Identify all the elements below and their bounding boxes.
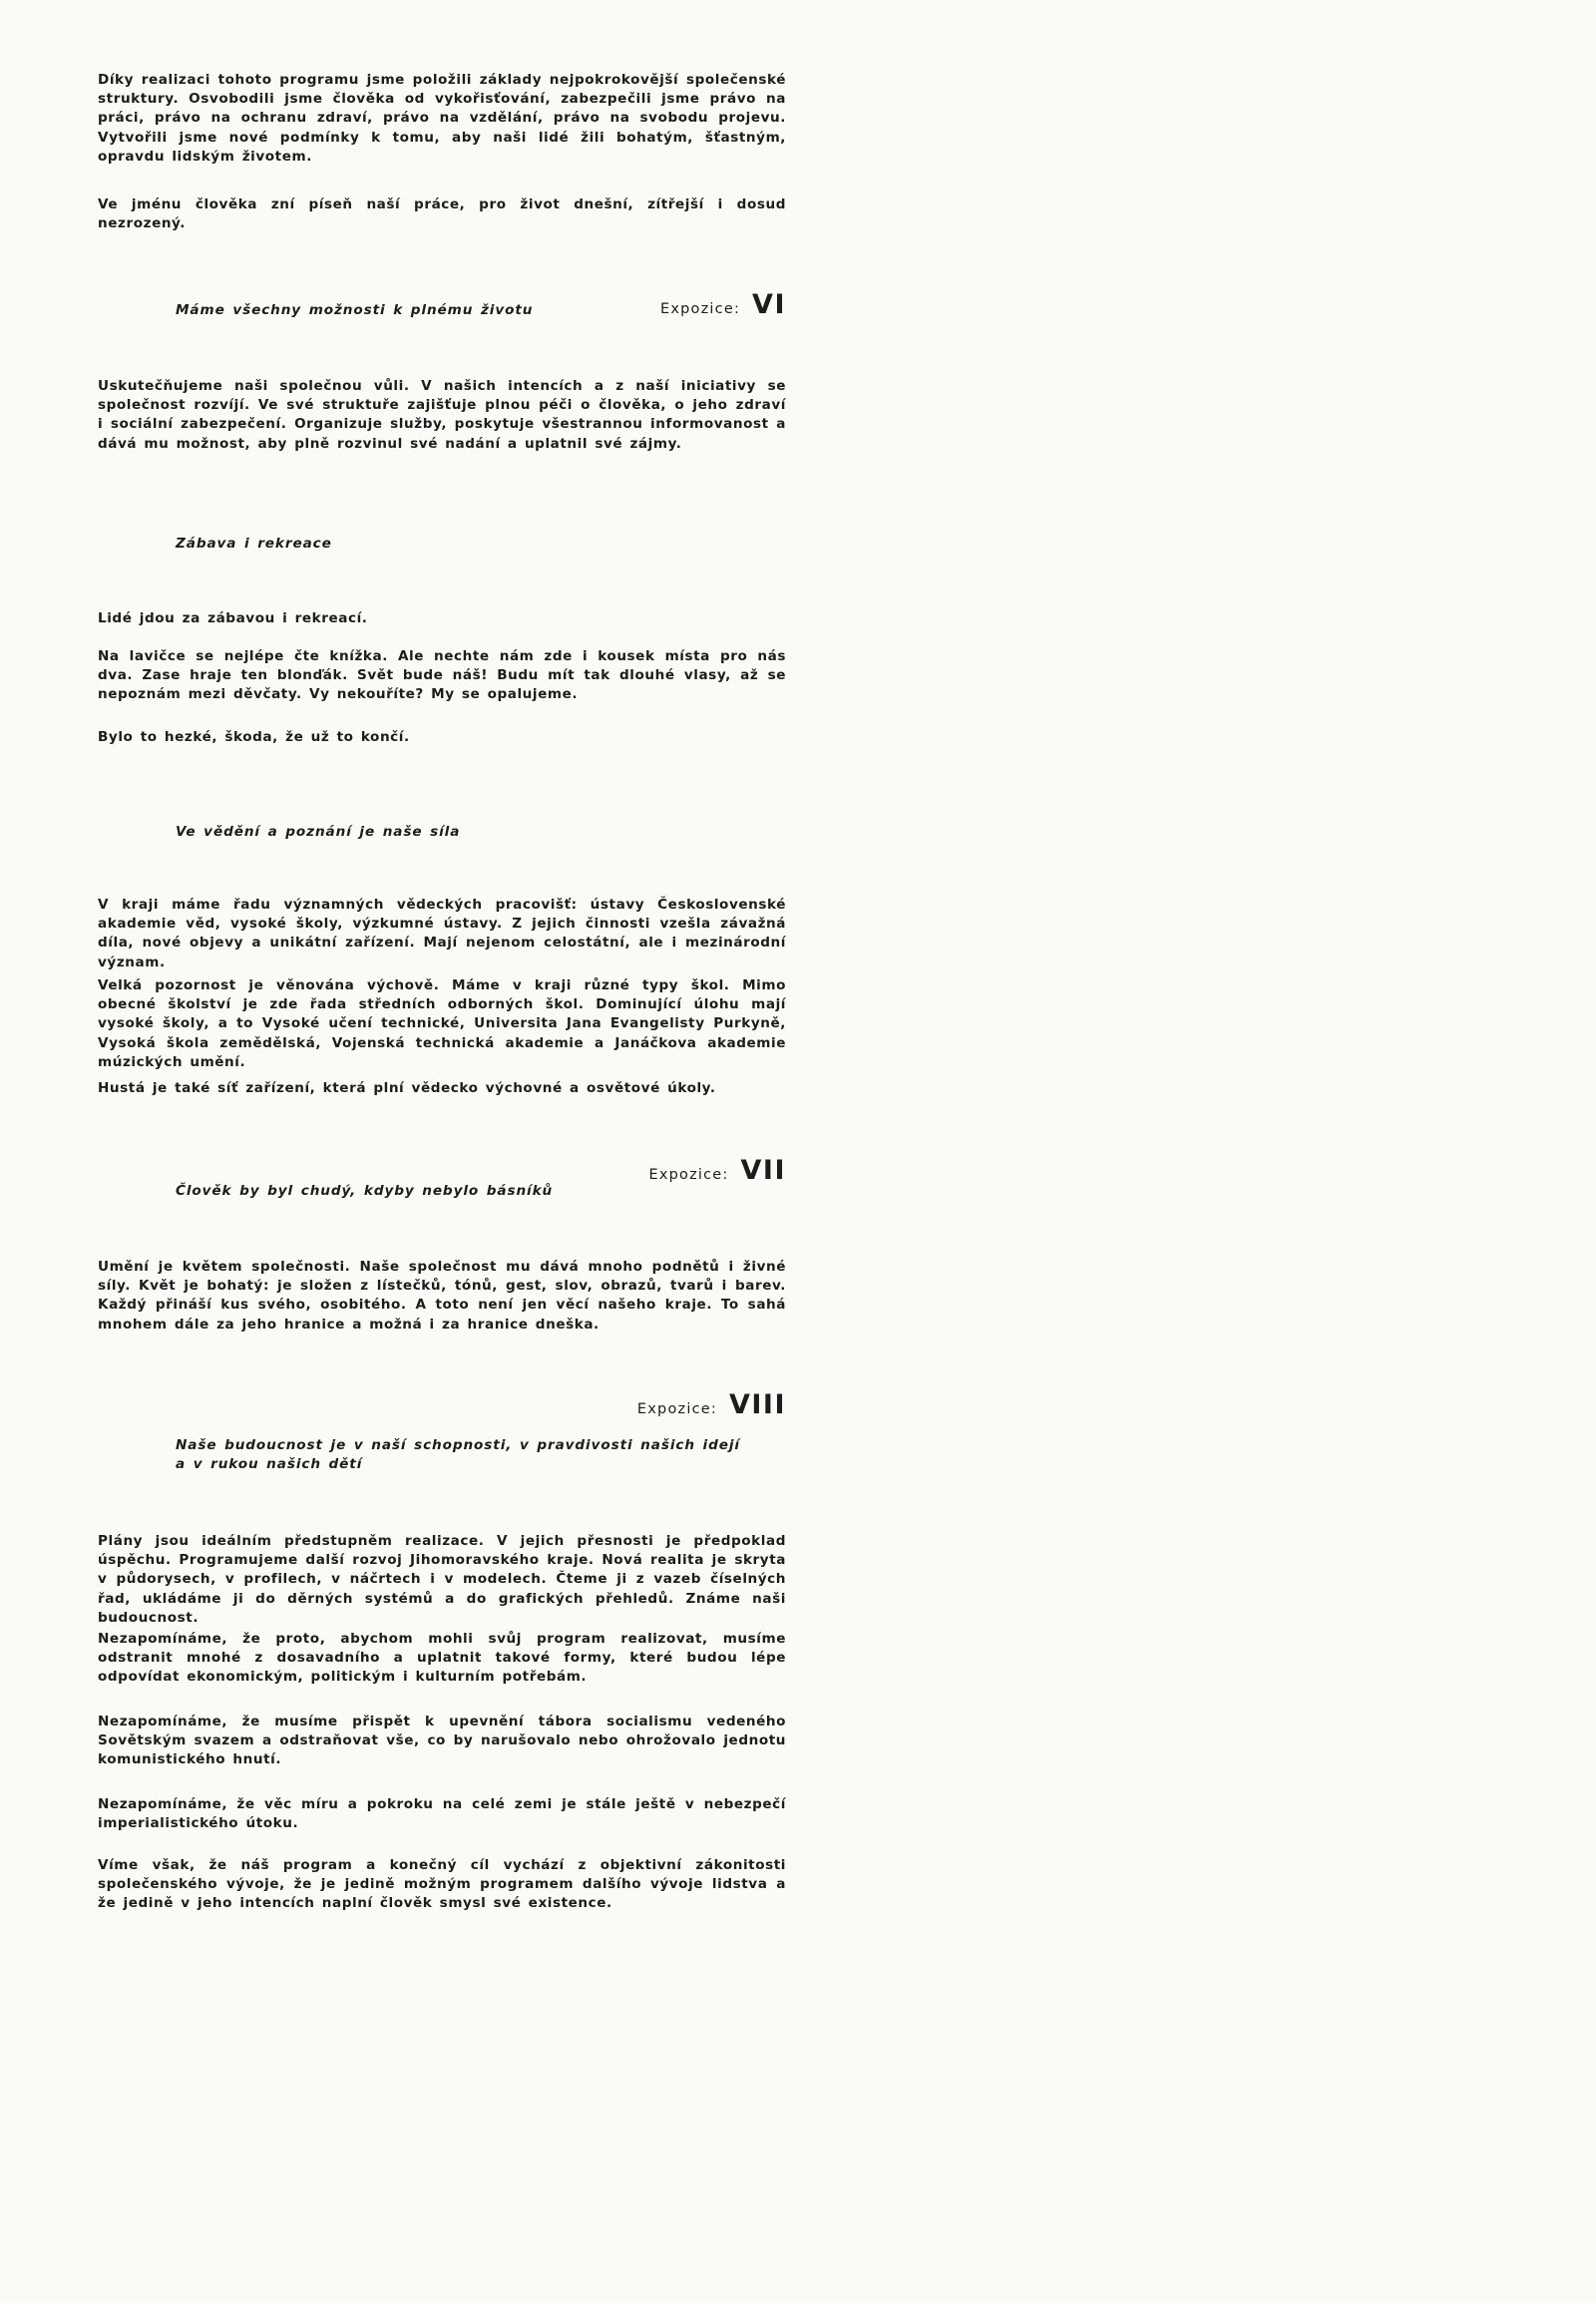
- section-heading-full-life: Máme všechny možnosti k plnému životu: [176, 302, 534, 318]
- section-heading-future: Naše budoucnost je v naší schopnosti, v pravdivosti našich idejí a v rukou našich dětí: [176, 1437, 740, 1473]
- exposure-label-vi: [660, 289, 786, 320]
- section-heading-entertainment: Zábava i rekreace: [176, 536, 332, 552]
- exposure-number: VII: [740, 1155, 786, 1186]
- paragraph-bench: Na lavičce se nejlépe čte knížka. Ale nechte nám zde i kousek místa pro nás dva. Zase hraje ten blonďák. Svět bude náš! Budu mít tak dlouhé vlasy, až se nepoznám mezi děvčaty. Vy nekouříte? My se opalujeme.: [98, 648, 786, 703]
- exposure-caption: Expozice:: [660, 301, 741, 317]
- paragraph-conclusion: Víme však, že náš program a konečný cíl vychází z objektivní zákonitosti společenského vývoje, že je jedině možným programem dalšího vývoje lidstva a že jedině v jeho intencích naplní člověk smysl své existence.: [98, 1857, 786, 1912]
- paragraph-institutions: Hustá je také síť zařízení, která plní vědecko výchovné a osvětové úkoly.: [98, 1080, 716, 1096]
- section-heading-knowledge: Ve vědění a poznání je naše síla: [176, 824, 461, 840]
- paragraph-art: Umění je květem společnosti. Naše společnost mu dává mnoho podnětů i živné síly. Květ je bohatý: je složen z lístečků, tónů, gest, slov, obrazů, tvarů i barev. Každý přináší kus svého, osobitého. A toto není jen věcí našeho kraje. To sahá mnohem dále za jeho hranice a možná i za hranice dneška.: [98, 1259, 786, 1333]
- exposure-number: VIII: [728, 1389, 786, 1420]
- exposure-label-vii: [648, 1155, 786, 1186]
- paragraph-education: Velká pozornost je věnována výchově. Máme v kraji různé typy škol. Mimo obecné školství je zde řada středních odborných škol. Dominující úlohu mají vysoké školy, a to Vysoké učení technické, Universita Jana Evangelisty Purkyně, Vysoká škola zemědělská, Vojenská technická akademie a Janáčkova akademie múzických umění.: [98, 977, 786, 1070]
- paragraph-recreation: Lidé jdou za zábavou i rekreací.: [98, 610, 368, 626]
- paragraph-not-forget-1: Nezapomínáme, že proto, abychom mohli svůj program realizovat, musíme odstranit mnohé z dosavadního a uplatnit takové formy, které budou lépe odpovídat ekonomickým, politickým i kulturním potřebám.: [98, 1631, 786, 1686]
- paragraph-common-will: Uskutečňujeme naši společnou vůli. V našich intencích a z naší iniciativy se společnost rozvíjí. Ve své struktuře zajišťuje plnou péči o člověka, o jeho zdraví i sociální zabezpečení. Organizuje služby, poskytuje všestrannou informovanost a dává mu možnost, aby plně rozvinul své nadání a uplatnil své zájmy.: [98, 378, 786, 452]
- paragraph-not-forget-2: Nezapomínáme, že musíme přispět k upevnění tábora socialismu vedeného Sovětským svazem a odstraňovat vše, co by narušovalo nebo ohrožovalo jednotu komunistického hnutí.: [98, 1714, 786, 1768]
- paragraph-intro: Díky realizaci tohoto programu jsme položili základy nejpokrokovější společenské struktury. Osvobodili jsme člověka od vykořisťování, zabezpečili jsme právo na práci, právo na ochranu zdraví, právo na vzdělání, právo na svobodu projevu. Vytvořili jsme nové podmínky k tomu, aby naši lidé žili bohatým, šťastným, opravdu lidským životem.: [98, 72, 786, 165]
- paragraph-ending: Bylo to hezké, škoda, že už to končí.: [98, 729, 410, 745]
- exposure-caption: Expozice:: [636, 1401, 717, 1417]
- exposure-number: VI: [752, 289, 786, 320]
- paragraph-song-of-work: Ve jménu člověka zní píseň naší práce, pro život dnešní, zítřejší i dosud nezrozený.: [98, 196, 786, 232]
- exposure-caption: Expozice:: [648, 1167, 729, 1183]
- exposure-label-viii: [637, 1389, 786, 1420]
- section-heading-poets: Člověk by byl chudý, kdyby nebylo básníků: [176, 1183, 554, 1199]
- paragraph-not-forget-3: Nezapomínáme, že věc míru a pokroku na celé zemi je stále ještě v nebezpečí imperialistického útoku.: [98, 1796, 786, 1832]
- paragraph-plans: Plány jsou ideálním předstupněm realizace. V jejich přesnosti je předpoklad úspěchu. Programujeme další rozvoj Jihomoravského kraje. Nová realita je skryta v půdorysech, v profilech, v náčrtech i v modelech. Čteme ji z vazeb číselných řad, ukládáme ji do děrných systémů a do grafických přehledů. Známe naši budoucnost.: [98, 1533, 786, 1626]
- paragraph-science: V kraji máme řadu významných vědeckých pracovišť: ústavy Československé akademie věd, vysoké školy, výzkumné ústavy. Z jejich činnosti vzešla závažná díla, nové objevy a unikátní zařízení. Mají nejenom celostátní, ale i mezinárodní význam.: [98, 897, 786, 970]
